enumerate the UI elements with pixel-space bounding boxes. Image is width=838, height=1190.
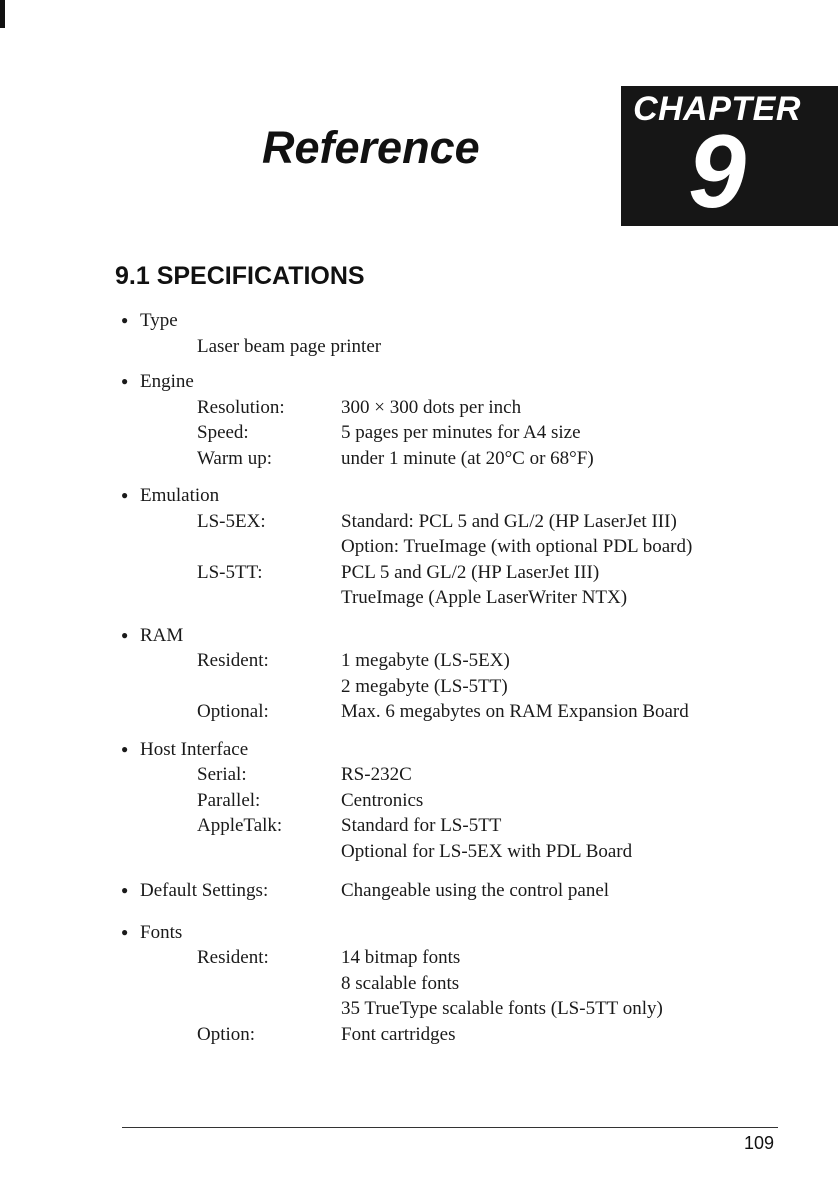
page-number: 109 xyxy=(744,1133,775,1153)
spec-item xyxy=(0,483,838,611)
footer-rule xyxy=(122,1127,778,1128)
chapter-label: CHAPTER xyxy=(633,90,801,128)
spec-row-value: Centronics xyxy=(341,789,424,811)
spec-row-value: Optional for LS-5EX with PDL Board xyxy=(341,840,633,862)
spec-row xyxy=(0,585,838,611)
spec-item xyxy=(0,369,838,471)
spec-row-label: Serial: xyxy=(197,764,247,785)
spec-row-value: Standard for LS-5TT xyxy=(341,815,502,836)
spec-item-value: Changeable using the control panel xyxy=(341,880,610,901)
spec-row-value: under 1 minute (at 20°C or 68°F) xyxy=(341,447,594,469)
spec-row-value: Font cartridges xyxy=(341,1023,456,1045)
spec-item-label: Host Interface xyxy=(140,738,249,760)
spec-item-header xyxy=(0,623,838,649)
spec-item-header xyxy=(0,483,838,509)
bullet-icon: ● xyxy=(121,741,129,756)
spec-item xyxy=(0,737,838,865)
spec-item-header xyxy=(0,308,838,334)
spec-row-value: Option: TrueImage (with optional PDL board) xyxy=(341,536,693,557)
spec-row-value: Laser beam page printer xyxy=(197,335,382,357)
spec-item-label: Default Settings: xyxy=(140,880,269,901)
spec-row xyxy=(0,534,838,560)
spec-row-label: Resolution: xyxy=(197,396,285,418)
spec-item-label: Engine xyxy=(140,371,194,392)
bullet-icon: ● xyxy=(121,627,129,642)
spec-row-value: Max. 6 megabytes on RAM Expansion Board xyxy=(341,701,689,722)
spec-row xyxy=(0,648,838,674)
spec-item-header xyxy=(0,878,838,904)
spec-item-label: Type xyxy=(140,310,178,331)
bullet-icon: ● xyxy=(121,883,129,897)
specification-list xyxy=(0,308,838,1057)
spec-row-value: 8 scalable fonts xyxy=(341,972,460,994)
spec-row-value: 2 megabyte (LS-5TT) xyxy=(341,675,508,697)
spec-row-value: Standard: PCL 5 and GL/2 (HP LaserJet III) xyxy=(341,510,677,532)
spec-row-value: 300 × 300 dots per inch xyxy=(341,396,522,418)
spec-row xyxy=(0,446,838,472)
spec-row-label: Resident: xyxy=(197,947,269,968)
spec-row xyxy=(0,762,838,788)
spec-row-label: Parallel: xyxy=(197,789,261,811)
bullet-icon: ● xyxy=(121,313,129,327)
spec-row-value: RS-232C xyxy=(341,764,412,785)
spec-row xyxy=(0,971,838,997)
spec-row-value: TrueImage (Apple LaserWriter NTX) xyxy=(341,587,628,608)
spec-row xyxy=(0,813,838,839)
spec-row xyxy=(0,395,838,421)
spec-item-header xyxy=(0,920,838,946)
spec-row-label: LS-5EX: xyxy=(197,510,266,532)
spec-item-header xyxy=(0,737,838,763)
spec-row xyxy=(0,996,838,1022)
spec-row-label: AppleTalk: xyxy=(197,815,283,836)
spec-row xyxy=(0,839,838,865)
bullet-icon: ● xyxy=(121,924,129,939)
spec-row-label: Optional: xyxy=(197,701,269,722)
spec-row-value: PCL 5 and GL/2 (HP LaserJet III) xyxy=(341,561,600,583)
spec-item-label: Fonts xyxy=(140,921,183,943)
spec-row-label: Warm up: xyxy=(197,447,272,469)
page-edge-mark xyxy=(0,0,5,28)
spec-row-label: LS-5TT: xyxy=(197,561,263,583)
spec-row xyxy=(0,945,838,971)
spec-row xyxy=(0,699,838,725)
chapter-number: 9 xyxy=(688,114,746,226)
spec-item-label: Emulation xyxy=(140,485,220,506)
spec-row xyxy=(0,788,838,814)
bullet-icon: ● xyxy=(121,488,129,502)
spec-row xyxy=(0,674,838,700)
spec-item xyxy=(0,878,838,904)
spec-row xyxy=(0,560,838,586)
spec-item-header xyxy=(0,369,838,395)
spec-row xyxy=(0,509,838,535)
page-title: Reference xyxy=(262,122,480,173)
chapter-badge xyxy=(621,86,838,226)
spec-row-value: 35 TrueType scalable fonts (LS-5TT only) xyxy=(341,998,663,1019)
spec-row-value: 1 megabyte (LS-5EX) xyxy=(341,650,510,671)
spec-item xyxy=(0,623,838,725)
bullet-icon: ● xyxy=(121,374,129,388)
spec-row xyxy=(0,1022,838,1048)
spec-row xyxy=(0,334,838,360)
spec-row-value: 5 pages per minutes for A4 size xyxy=(341,422,581,443)
spec-item-label: RAM xyxy=(140,624,184,646)
spec-row xyxy=(0,420,838,446)
spec-row-label: Speed: xyxy=(197,422,249,443)
spec-row-label: Option: xyxy=(197,1023,256,1045)
spec-row-value: 14 bitmap fonts xyxy=(341,947,461,968)
spec-item xyxy=(0,308,838,359)
spec-row-label: Resident: xyxy=(197,650,269,671)
section-heading: 9.1 SPECIFICATIONS xyxy=(115,262,365,290)
spec-item xyxy=(0,920,838,1048)
